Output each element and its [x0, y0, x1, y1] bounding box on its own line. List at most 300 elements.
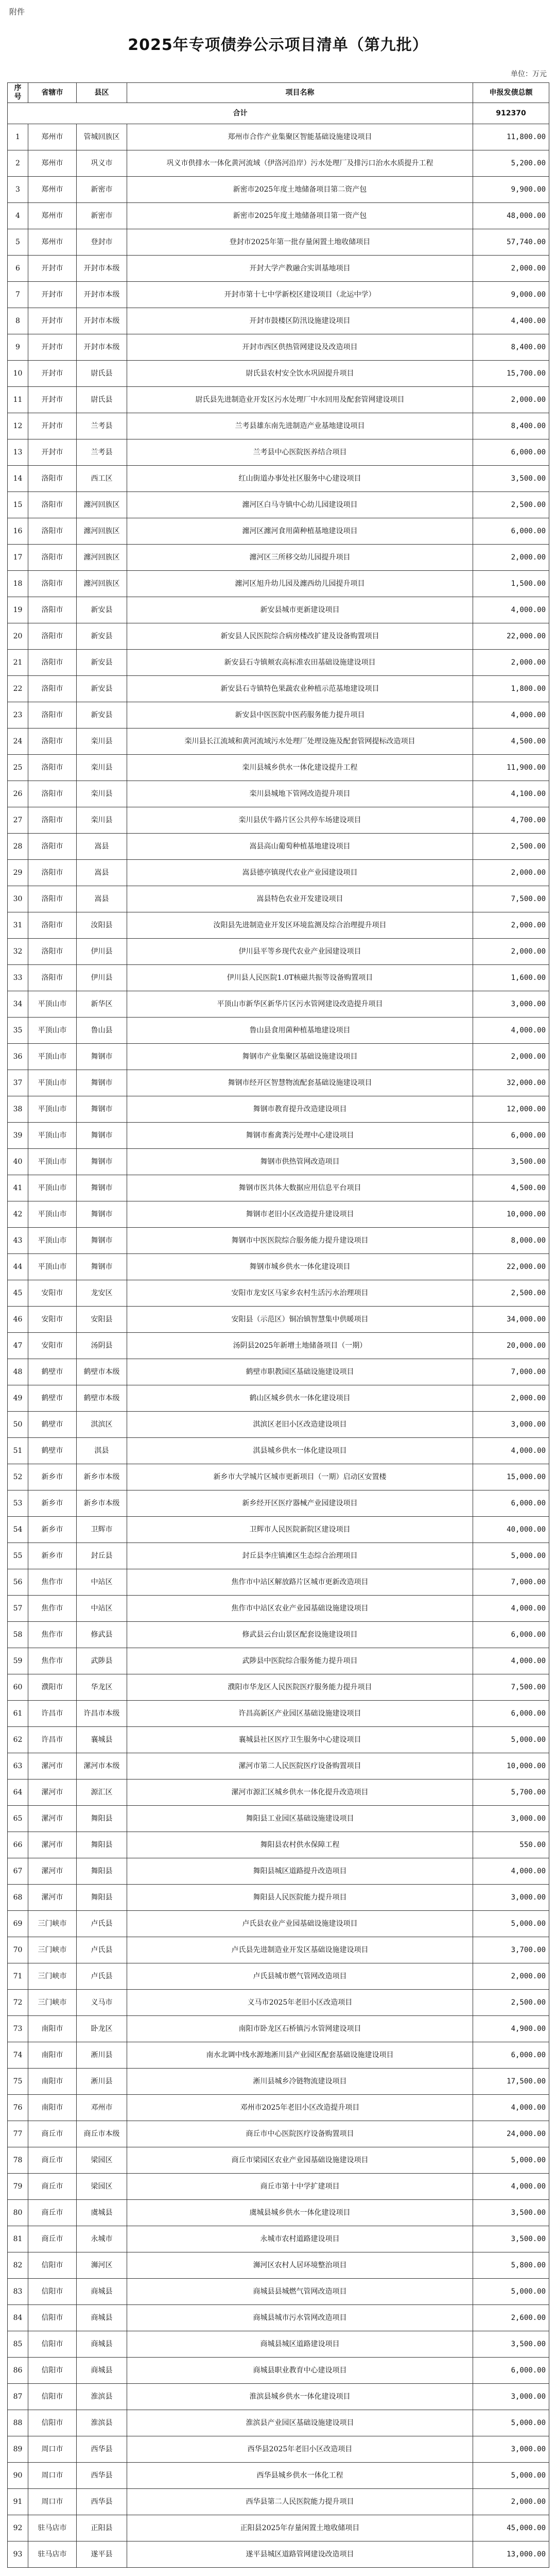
row-project-name: 兰考县雄东南先进制造产业基地建设项目 — [127, 413, 473, 439]
row-number: 28 — [8, 834, 28, 860]
row-number: 65 — [8, 1806, 28, 1832]
row-amount: 12,000.00 — [473, 1096, 549, 1123]
row-project-name: 栾川县长江流域和黄河流域污水处理厂处理设施及配套管网提标改造项目 — [127, 728, 473, 755]
table-row — [8, 1753, 549, 1780]
row-number: 76 — [8, 2095, 28, 2121]
row-amount: 3,500.00 — [473, 2226, 549, 2252]
row-number: 36 — [8, 1044, 28, 1070]
row-project-name: 淅川县城乡冷链物流建设项目 — [127, 2069, 473, 2095]
row-number: 34 — [8, 991, 28, 1018]
row-number: 15 — [8, 492, 28, 518]
row-county: 兰考县 — [77, 439, 127, 466]
row-project-name: 新密市2025年度土地储备项目第一资产包 — [127, 203, 473, 229]
row-project-name: 舞钢市供热管网改造项目 — [127, 1149, 473, 1175]
row-city: 商丘市 — [28, 2174, 77, 2200]
table-row — [8, 2305, 549, 2331]
row-project-name: 焦作市中站区解放路片区城市更新改造项目 — [127, 1569, 473, 1596]
row-county: 舞钢市 — [77, 1201, 127, 1228]
row-amount: 2,000.00 — [473, 2489, 549, 2515]
row-city: 商丘市 — [28, 2147, 77, 2174]
row-city: 平顶山市 — [28, 1070, 77, 1096]
attachment-label: 附件 — [9, 7, 25, 16]
row-amount: 22,000.00 — [473, 1254, 549, 1280]
row-number: 54 — [8, 1517, 28, 1543]
row-number: 38 — [8, 1096, 28, 1123]
row-number: 24 — [8, 728, 28, 755]
table-row — [8, 1254, 549, 1280]
row-city: 周口市 — [28, 2436, 77, 2463]
row-city: 许昌市 — [28, 1701, 77, 1727]
table-row — [8, 1044, 549, 1070]
row-project-name: 开封市第十七中学新校区建设项目（北运中学） — [127, 282, 473, 308]
row-number: 71 — [8, 1963, 28, 1990]
row-city: 信阳市 — [28, 2331, 77, 2358]
table-row — [8, 939, 549, 965]
row-city: 南阳市 — [28, 2069, 77, 2095]
row-city: 南阳市 — [28, 2016, 77, 2042]
row-county: 新安县 — [77, 650, 127, 676]
table-row — [8, 965, 549, 991]
row-number: 21 — [8, 650, 28, 676]
row-project-name: 舞钢市中医医院综合服务能力提升建设项目 — [127, 1228, 473, 1254]
row-number: 74 — [8, 2042, 28, 2069]
row-project-name: 正阳县2025年存量闲置土地收储项目 — [127, 2515, 473, 2541]
row-number: 75 — [8, 2069, 28, 2095]
row-project-name: 卢氏县城市燃气管网改造项目 — [127, 1963, 473, 1990]
row-project-name: 尉氏县先进制造业开发区污水处理厂中水回用及配套管网建设项目 — [127, 387, 473, 413]
row-number: 91 — [8, 2489, 28, 2515]
table-row — [8, 2410, 549, 2436]
row-county: 新密市 — [77, 203, 127, 229]
row-county: 伊川县 — [77, 939, 127, 965]
row-city: 洛阳市 — [28, 912, 77, 939]
row-project-name: 修武县云台山景区配套设施建设项目 — [127, 1622, 473, 1648]
row-project-name: 新乡市大学城片区城市更新项目（一期）启动区安置楼 — [127, 1464, 473, 1490]
table-row — [8, 1307, 549, 1333]
header-county: 县区 — [77, 83, 127, 103]
row-amount: 2,000.00 — [473, 1044, 549, 1070]
total-amount: 912370 — [473, 103, 549, 124]
table-row — [8, 229, 549, 256]
table-row — [8, 886, 549, 912]
table-row — [8, 991, 549, 1018]
row-city: 郑州市 — [28, 177, 77, 203]
row-project-name: 红山街道办事处社区服务中心建设项目 — [127, 466, 473, 492]
row-county: 华龙区 — [77, 1674, 127, 1701]
row-city: 开封市 — [28, 387, 77, 413]
row-amount: 10,000.00 — [473, 1753, 549, 1780]
row-amount: 1,600.00 — [473, 965, 549, 991]
row-project-name: 登封市2025年第一批存量闲置土地收储项目 — [127, 229, 473, 256]
table-row — [8, 1674, 549, 1701]
row-county: 安阳县 — [77, 1307, 127, 1333]
row-county: 卢氏县 — [77, 1911, 127, 1937]
row-city: 开封市 — [28, 256, 77, 282]
table-row — [8, 807, 549, 834]
table-row — [8, 387, 549, 413]
row-city: 驻马店市 — [28, 2515, 77, 2541]
row-project-name: 南阳市卧龙区石桥镇污水管网建设项目 — [127, 2016, 473, 2042]
row-county: 鹤壁市本级 — [77, 1359, 127, 1385]
row-city: 平顶山市 — [28, 1254, 77, 1280]
row-number: 2 — [8, 150, 28, 177]
header-city: 省辖市 — [28, 83, 77, 103]
row-amount: 5,000.00 — [473, 2147, 549, 2174]
table-row — [8, 1175, 549, 1201]
table-row — [8, 2069, 549, 2095]
row-number: 84 — [8, 2305, 28, 2331]
row-city: 漯河市 — [28, 1780, 77, 1806]
row-amount: 4,000.00 — [473, 1438, 549, 1464]
row-number: 6 — [8, 256, 28, 282]
row-number: 89 — [8, 2436, 28, 2463]
table-row — [8, 2541, 549, 2568]
row-city: 洛阳市 — [28, 781, 77, 807]
row-amount: 5,800.00 — [473, 2252, 549, 2279]
row-project-name: 封丘县李庄镇滩区生态综合治理项目 — [127, 1543, 473, 1569]
row-city: 安阳市 — [28, 1333, 77, 1359]
row-county: 卧龙区 — [77, 2016, 127, 2042]
row-number: 35 — [8, 1018, 28, 1044]
row-amount: 3,500.00 — [473, 466, 549, 492]
row-project-name: 伊川县平等乡现代农业产业园建设项目 — [127, 939, 473, 965]
row-amount: 2,000.00 — [473, 545, 549, 571]
table-row — [8, 1727, 549, 1753]
row-county: 梁园区 — [77, 2147, 127, 2174]
row-number: 51 — [8, 1438, 28, 1464]
row-amount: 7,000.00 — [473, 1359, 549, 1385]
table-row — [8, 860, 549, 886]
row-number: 62 — [8, 1727, 28, 1753]
row-number: 68 — [8, 1885, 28, 1911]
row-project-name: 栾川县城地下管网改造提升项目 — [127, 781, 473, 807]
document-title: 2025年专项债券公示项目清单（第九批） — [128, 36, 428, 54]
row-amount: 4,900.00 — [473, 2016, 549, 2042]
row-city: 漯河市 — [28, 1858, 77, 1885]
row-county: 舞阳县 — [77, 1885, 127, 1911]
row-amount: 3,000.00 — [473, 2436, 549, 2463]
row-number: 55 — [8, 1543, 28, 1569]
row-county: 尉氏县 — [77, 361, 127, 387]
row-project-name: 商城县县城燃气管网改造项目 — [127, 2279, 473, 2305]
row-amount: 6,000.00 — [473, 518, 549, 545]
row-county: 舞钢市 — [77, 1070, 127, 1096]
row-number: 17 — [8, 545, 28, 571]
row-project-name: 淇县城乡供水一体化建设项目 — [127, 1438, 473, 1464]
table-row — [8, 1228, 549, 1254]
row-amount: 4,000.00 — [473, 597, 549, 623]
table-row — [8, 2042, 549, 2069]
row-amount: 2,500.00 — [473, 834, 549, 860]
row-project-name: 浉河区农村人居环境整治项目 — [127, 2252, 473, 2279]
row-number: 61 — [8, 1701, 28, 1727]
row-project-name: 新安县人民医院综合病房楼改扩建及设备购置项目 — [127, 623, 473, 650]
row-city: 新乡市 — [28, 1464, 77, 1490]
row-number: 88 — [8, 2410, 28, 2436]
row-county: 西华县 — [77, 2463, 127, 2489]
row-city: 洛阳市 — [28, 755, 77, 781]
row-amount: 48,000.00 — [473, 203, 549, 229]
row-county: 西华县 — [77, 2436, 127, 2463]
row-amount: 3,000.00 — [473, 2384, 549, 2410]
row-city: 洛阳市 — [28, 545, 77, 571]
row-project-name: 舞钢市教育提升改造建设项目 — [127, 1096, 473, 1123]
row-city: 平顶山市 — [28, 1018, 77, 1044]
row-project-name: 平顶山市新华区新华片区污水管网建设改造提升项目 — [127, 991, 473, 1018]
row-number: 3 — [8, 177, 28, 203]
row-project-name: 舞钢市城乡供水一体化建设项目 — [127, 1254, 473, 1280]
row-project-name: 许昌高新区产业园区基础设施建设项目 — [127, 1701, 473, 1727]
row-county: 商城县 — [77, 2358, 127, 2384]
row-county: 新安县 — [77, 702, 127, 728]
row-number: 37 — [8, 1070, 28, 1096]
row-city: 新乡市 — [28, 1490, 77, 1517]
row-amount: 6,000.00 — [473, 1123, 549, 1149]
row-project-name: 巩义市供排水一体化黄河流域（伊洛河沿岸）污水处理厂及排污口治水水质提升工程 — [127, 150, 473, 177]
row-city: 鹤壁市 — [28, 1385, 77, 1412]
row-number: 45 — [8, 1280, 28, 1307]
row-project-name: 嵩县高山葡萄种植基地建设项目 — [127, 834, 473, 860]
row-city: 平顶山市 — [28, 1096, 77, 1123]
table-row — [8, 1412, 549, 1438]
row-project-name: 西华县城乡供水一体化工程 — [127, 2463, 473, 2489]
row-city: 洛阳市 — [28, 728, 77, 755]
row-number: 43 — [8, 1228, 28, 1254]
table-row — [8, 1438, 549, 1464]
row-number: 78 — [8, 2147, 28, 2174]
table-row — [8, 492, 549, 518]
row-number: 46 — [8, 1307, 28, 1333]
row-number: 48 — [8, 1359, 28, 1385]
row-county: 舞阳县 — [77, 1806, 127, 1832]
row-number: 32 — [8, 939, 28, 965]
table-row — [8, 1937, 549, 1963]
row-city: 洛阳市 — [28, 965, 77, 991]
row-city: 焦作市 — [28, 1596, 77, 1622]
table-row — [8, 1359, 549, 1385]
row-amount: 2,000.00 — [473, 912, 549, 939]
header-amount: 申报发债总额 — [473, 83, 549, 103]
row-city: 信阳市 — [28, 2305, 77, 2331]
row-number: 90 — [8, 2463, 28, 2489]
row-county: 巩义市 — [77, 150, 127, 177]
row-amount: 3,500.00 — [473, 2200, 549, 2226]
table-row — [8, 2515, 549, 2541]
row-county: 瀍河回族区 — [77, 545, 127, 571]
row-city: 鹤壁市 — [28, 1412, 77, 1438]
row-project-name: 开封大学产教融合实训基地项目 — [127, 256, 473, 282]
row-number: 20 — [8, 623, 28, 650]
row-amount: 4,000.00 — [473, 2174, 549, 2200]
row-project-name: 虞城县城乡供水一体化建设项目 — [127, 2200, 473, 2226]
row-project-name: 遂平县城区道路管网建设改造项目 — [127, 2541, 473, 2568]
table-row — [8, 1596, 549, 1622]
row-number: 80 — [8, 2200, 28, 2226]
table-row — [8, 518, 549, 545]
table-row — [8, 2121, 549, 2147]
row-county: 瀍河回族区 — [77, 571, 127, 597]
row-project-name: 栾川县伏牛路片区公共停车场建设项目 — [127, 807, 473, 834]
row-city: 郑州市 — [28, 203, 77, 229]
row-project-name: 新乡经开区医疗器械产业园建设项目 — [127, 1490, 473, 1517]
row-project-name: 淮滨县产业园区基础设施建设项目 — [127, 2410, 473, 2436]
row-number: 40 — [8, 1149, 28, 1175]
row-city: 平顶山市 — [28, 991, 77, 1018]
table-row — [8, 2095, 549, 2121]
header-project-name: 项目名称 — [127, 83, 473, 103]
row-amount: 8,400.00 — [473, 413, 549, 439]
row-number: 86 — [8, 2358, 28, 2384]
row-amount: 6,000.00 — [473, 1701, 549, 1727]
row-city: 洛阳市 — [28, 597, 77, 623]
row-project-name: 嵩县特色农业开发建设项目 — [127, 886, 473, 912]
row-county: 邓州市 — [77, 2095, 127, 2121]
row-county: 汝阳县 — [77, 912, 127, 939]
row-number: 12 — [8, 413, 28, 439]
row-number: 81 — [8, 2226, 28, 2252]
table-row — [8, 2016, 549, 2042]
row-amount: 5,000.00 — [473, 2410, 549, 2436]
row-project-name: 商城县职业教育中心建设项目 — [127, 2358, 473, 2384]
row-number: 31 — [8, 912, 28, 939]
row-project-name: 焦作市中站区农业产业园基础设施建设项目 — [127, 1596, 473, 1622]
table-row — [8, 150, 549, 177]
table-row — [8, 702, 549, 728]
row-amount: 550.00 — [473, 1832, 549, 1858]
table-row — [8, 203, 549, 229]
row-city: 郑州市 — [28, 124, 77, 150]
row-number: 83 — [8, 2279, 28, 2305]
row-city: 焦作市 — [28, 1622, 77, 1648]
table-row — [8, 1701, 549, 1727]
row-project-name: 舞钢市老旧小区改造提升建设项目 — [127, 1201, 473, 1228]
table-row — [8, 1123, 549, 1149]
row-project-name: 舞阳县人民医院能力提升项目 — [127, 1885, 473, 1911]
table-row — [8, 124, 549, 150]
row-project-name: 襄城县社区医疗卫生服务中心建设项目 — [127, 1727, 473, 1753]
row-number: 33 — [8, 965, 28, 991]
row-amount: 57,740.00 — [473, 229, 549, 256]
row-county: 武陟县 — [77, 1648, 127, 1674]
row-number: 11 — [8, 387, 28, 413]
table-row — [8, 439, 549, 466]
row-project-name: 商丘市梁园区农业产业园基础设施建设项目 — [127, 2147, 473, 2174]
table-row — [8, 1569, 549, 1596]
row-city: 洛阳市 — [28, 518, 77, 545]
row-number: 5 — [8, 229, 28, 256]
table-row — [8, 1648, 549, 1674]
table-row — [8, 781, 549, 807]
row-amount: 17,500.00 — [473, 2069, 549, 2095]
row-county: 舞阳县 — [77, 1832, 127, 1858]
row-amount: 2,000.00 — [473, 387, 549, 413]
row-number: 64 — [8, 1780, 28, 1806]
row-county: 新乡市本级 — [77, 1464, 127, 1490]
row-number: 42 — [8, 1201, 28, 1228]
row-project-name: 商城县城区道路建设项目 — [127, 2331, 473, 2358]
row-city: 三门峡市 — [28, 1911, 77, 1937]
row-project-name: 新安县中医医院中医药服务能力提升项目 — [127, 702, 473, 728]
row-county: 舞钢市 — [77, 1254, 127, 1280]
row-city: 漯河市 — [28, 1832, 77, 1858]
row-project-name: 嵩县德亭镇现代农业产业园建设项目 — [127, 860, 473, 886]
table-row — [8, 1201, 549, 1228]
row-project-name: 卢氏县农业产业园基础设施建设项目 — [127, 1911, 473, 1937]
row-county: 瀍河回族区 — [77, 518, 127, 545]
row-project-name: 瀍河区白马寺镇中心幼儿园建设项目 — [127, 492, 473, 518]
row-amount: 2,500.00 — [473, 1280, 549, 1307]
row-project-name: 商城县城市污水管网改造项目 — [127, 2305, 473, 2331]
row-county: 正阳县 — [77, 2515, 127, 2541]
row-county: 新安县 — [77, 676, 127, 702]
row-county: 义马市 — [77, 1990, 127, 2016]
row-city: 平顶山市 — [28, 1201, 77, 1228]
row-project-name: 新安县石寺镇特色果蔬农业种植示范基地建设项目 — [127, 676, 473, 702]
row-amount: 10,000.00 — [473, 1201, 549, 1228]
row-county: 鲁山县 — [77, 1018, 127, 1044]
project-table — [7, 82, 549, 2568]
row-amount: 7,500.00 — [473, 1674, 549, 1701]
table-row — [8, 1490, 549, 1517]
row-amount: 9,900.00 — [473, 177, 549, 203]
row-city: 漯河市 — [28, 1753, 77, 1780]
row-amount: 22,000.00 — [473, 623, 549, 650]
table-row — [8, 256, 549, 282]
table-row — [8, 912, 549, 939]
row-city: 南阳市 — [28, 2042, 77, 2069]
row-county: 漯河市本级 — [77, 1753, 127, 1780]
row-amount: 40,000.00 — [473, 1517, 549, 1543]
row-city: 平顶山市 — [28, 1044, 77, 1070]
row-city: 郑州市 — [28, 150, 77, 177]
row-city: 三门峡市 — [28, 1937, 77, 1963]
row-amount: 45,000.00 — [473, 2515, 549, 2541]
row-county: 尉氏县 — [77, 387, 127, 413]
row-project-name: 新密市2025年度土地储备项目第二资产包 — [127, 177, 473, 203]
row-amount: 7,500.00 — [473, 886, 549, 912]
row-county: 栾川县 — [77, 755, 127, 781]
row-county: 淇滨区 — [77, 1412, 127, 1438]
table-row — [8, 650, 549, 676]
row-city: 周口市 — [28, 2489, 77, 2515]
row-project-name: 舞钢市产业集聚区基础设施建设项目 — [127, 1044, 473, 1070]
row-county: 商城县 — [77, 2331, 127, 2358]
row-amount: 3,000.00 — [473, 1412, 549, 1438]
row-city: 濮阳市 — [28, 1674, 77, 1701]
row-city: 洛阳市 — [28, 886, 77, 912]
row-city: 商丘市 — [28, 2200, 77, 2226]
row-amount: 5,000.00 — [473, 1543, 549, 1569]
row-number: 27 — [8, 807, 28, 834]
row-amount: 1,800.00 — [473, 676, 549, 702]
row-amount: 5,000.00 — [473, 1911, 549, 1937]
row-city: 洛阳市 — [28, 834, 77, 860]
row-project-name: 汤阴县2025年新增土地储备项目（一期） — [127, 1333, 473, 1359]
row-number: 26 — [8, 781, 28, 807]
row-city: 信阳市 — [28, 2384, 77, 2410]
row-amount: 2,000.00 — [473, 1963, 549, 1990]
row-county: 新乡市本级 — [77, 1490, 127, 1517]
row-county: 开封市本级 — [77, 334, 127, 361]
table-row — [8, 1911, 549, 1937]
table-header-row — [8, 83, 549, 103]
total-label: 合计 — [8, 103, 473, 124]
table-row — [8, 308, 549, 334]
table-row — [8, 1385, 549, 1412]
row-county: 新华区 — [77, 991, 127, 1018]
row-number: 92 — [8, 2515, 28, 2541]
row-county: 遂平县 — [77, 2541, 127, 2568]
